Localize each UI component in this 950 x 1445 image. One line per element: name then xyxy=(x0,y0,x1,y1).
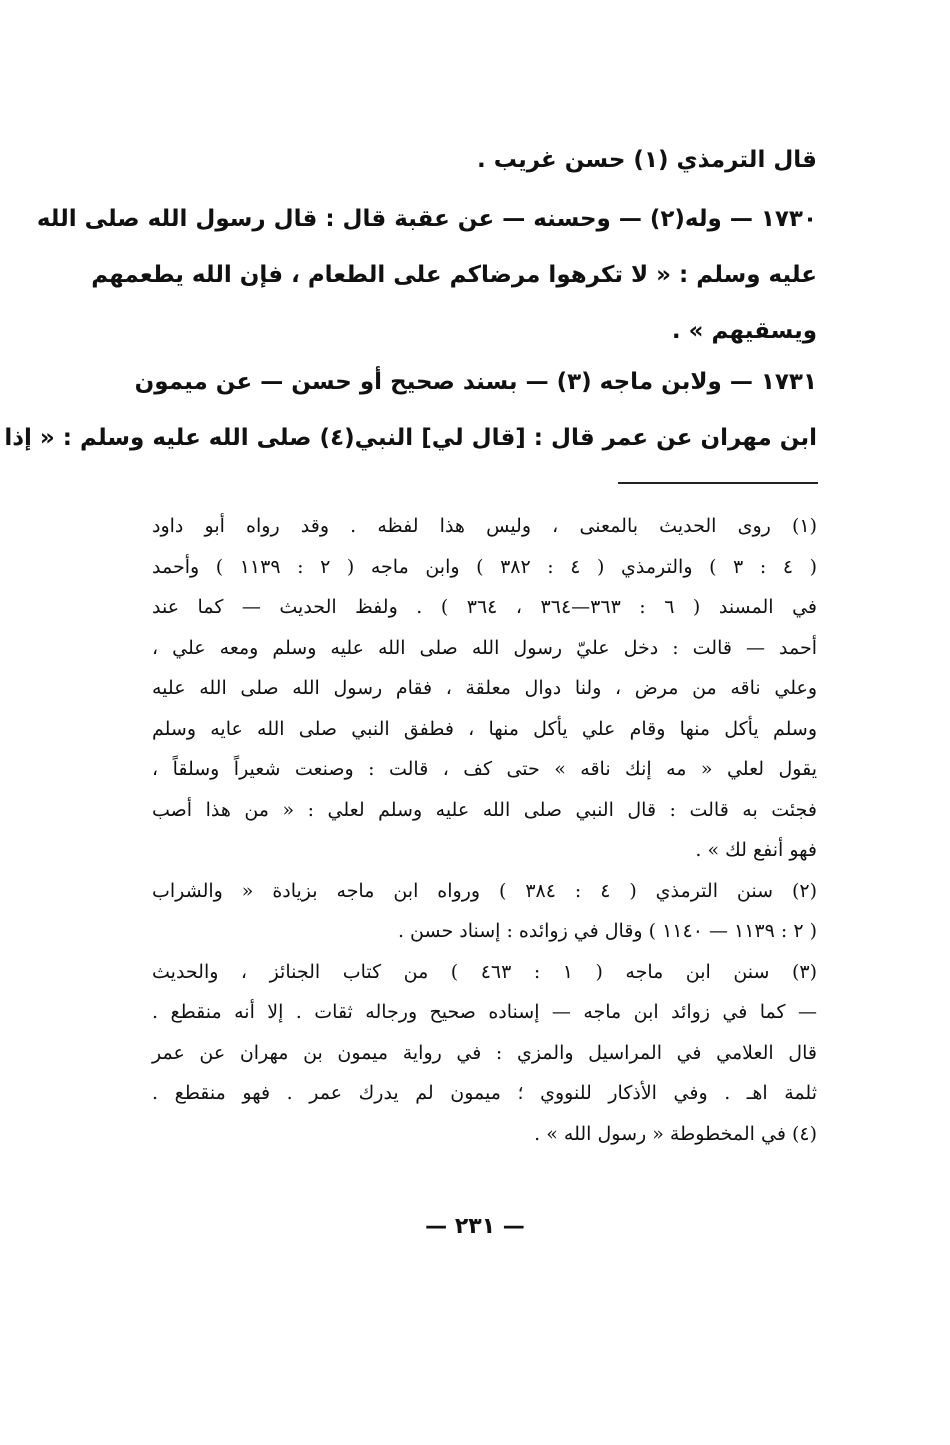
footnote-3 xyxy=(152,952,817,1114)
hadith-1731-line-2: ابن مهران عن عمر قال : [قال لي] النبي(٤) صلى الله عليه وسلم : « إذا xyxy=(4,425,817,451)
footnote-1 xyxy=(152,506,817,871)
footnote-line: ( ٤ : ٣ ) والترمذي ( ٤ : ٣٨٢ ) وابن ماجه ( ٢ : ١١٣٩ ) وأحمد xyxy=(152,555,818,578)
footnote-line: (٣) سنن ابن ماجه ( ١ : ٤٦٣ ) من كتاب الجنائز ، والحديث xyxy=(152,960,817,983)
footnote-line: فهو أنفع لك » . xyxy=(695,839,817,861)
footnote-line: يقول لعلي « مه إنك ناقه » حتى كف ، قالت : وصنعت شعيراً وسلقاً ، xyxy=(152,758,817,780)
hadith-1730-line-3: ويسقيهم » . xyxy=(671,318,817,344)
hadith-1730-line-2: عليه وسلم : « لا تكرهوا مرضاكم على الطعام ، فإن الله يطعمهم xyxy=(91,262,817,288)
footnote-line: وسلم يأكل منها وقام علي يأكل منها ، فطفق النبي صلى الله عايه وسلم xyxy=(152,717,817,740)
footnote-line: وعلي ناقه من مرض ، ولنا دوال معلقة ، فقام رسول الله صلى الله عليه xyxy=(152,677,817,699)
footnote-line: — كما في زوائد ابن ماجه — إسناده صحيح ورجاله ثقات . إلا أنه منقطع . xyxy=(152,1001,817,1023)
footnote-line: ثلمة اهـ . وفي الأذكار للنووي ؛ ميمون لم يدرك عمر . فهو منقطع . xyxy=(152,1082,817,1104)
footnote-line: قال العلامي في المراسيل والمزي : في رواية ميمون بن مهران عن عمر xyxy=(152,1041,817,1064)
page-number: — ٢٣١ — xyxy=(425,1214,525,1239)
footnote-line: (١) روى الحديث بالمعنى ، وليس هذا لفظه . وقد رواه أبو داود xyxy=(152,515,817,537)
hadith-1730-line-1: ١٧٣٠ — وله(٢) — وحسنه — عن عقبة قال : قال رسول الله صلى الله xyxy=(36,206,817,232)
footnotes xyxy=(152,506,817,1154)
footnote-4 xyxy=(152,1114,817,1155)
intro-line: قال الترمذي (١) حسن غريب . xyxy=(476,147,817,173)
footnote-2 xyxy=(152,871,817,952)
footnote-line: أحمد — قالت : دخل عليّ رسول الله صلى الله عليه وسلم ومعه علي ، xyxy=(152,636,817,659)
footnote-line: (٢) سنن الترمذي ( ٤ : ٣٨٤ ) ورواه ابن ماجه بزيادة « والشراب xyxy=(152,879,817,902)
hadith-1730 xyxy=(36,191,817,359)
footnote-line: فجئت به قالت : قال النبي صلى الله عليه وسلم لعلي : « من هذا أصب xyxy=(152,798,817,821)
hadith-1731-line-1: ١٧٣١ — ولابن ماجه (٣) — بسند صحيح أو حسن — عن ميمون xyxy=(134,369,817,395)
footnote-line: ( ٢ : ١١٣٩ — ١١٤٠ ) وقال في زوائده : إسناد حسن . xyxy=(397,920,817,942)
footnote-line: (٤) في المخطوطة « رسول الله » . xyxy=(534,1122,817,1145)
hadith-1731 xyxy=(4,354,817,466)
intro-paragraph xyxy=(152,132,817,188)
footnote-line: في المسند ( ٦ : ٣٦٣—٣٦٤ ، ٣٦٤ ) . ولفظ الحديث — كما عند xyxy=(152,596,817,618)
footnote-divider xyxy=(618,482,818,484)
